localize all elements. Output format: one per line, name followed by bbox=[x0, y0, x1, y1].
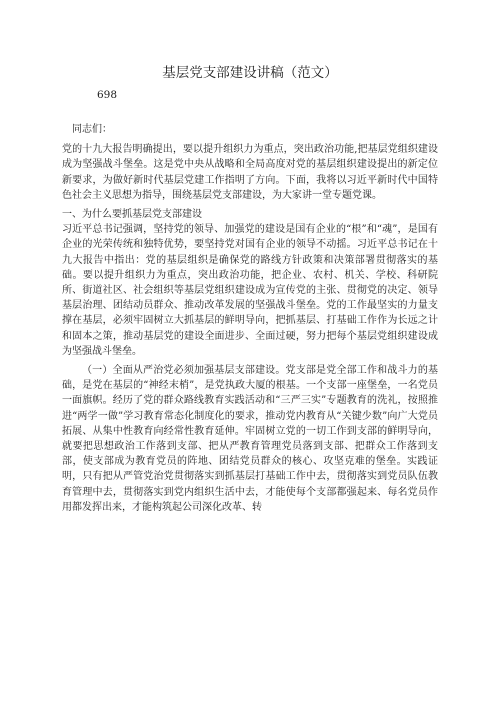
section-heading: 一、为什么要抓基层党支部建设 bbox=[62, 209, 202, 221]
document-body bbox=[62, 122, 438, 515]
paragraph-section-one: 习近平总书记强调，坚持党的领导、加强党的建设是国有企业的“根”和“魂”，是国有企业的光荣传统和独特优势，要坚持党对国有企业的领导不动摇。习近平总书记在十九大报告中指出：党的基层组织是确保党的路线方针政策和决策部署贯彻落实的基础。要以提升组织力为重点，突出政治功能，把企业、农村、机关、学校、科研院所、街道社区、社会组织等基层党组织建设成为宣传党的主张、贯彻党的决定、领导基层治理、团结动员群众、推动改革发展的坚强战斗堡垒。党的工作最坚实的力量支撑在基层，必须牢固树立大抓基层的鲜明导向，把抓基层、打基础工作作为长远之计和固本之策，推动基层党的建设全面进步、全面过硬，努力把每个基层党组织建设成为坚强战斗堡垒。 bbox=[62, 224, 438, 357]
paragraph-subsection-one: （一）全面从严治党必须加强基层支部建设。党支部是党全部工作和战斗力的基础，是党在基层的“神经末梢”，是党执政大厦的根基。一个支部一座堡垒，一名党员一面旗帜。经历了党的群众路线教育实践活动和“三严三实”专题教育的洗礼，按照推进“两学一做”学习教育常态化制度化的要求，推动党内教育从“关键少数”向广大党员拓展、从集中性教育向经常性教育延伸。牢固树立党的一切工作到支部的鲜明导向，就要把思想政治工作落到支部、把从严教育管理党员落到支部、把群众工作落到支部，使支部成为教育党员的阵地、团结党员群众的核心、攻坚克难的堡垒。实践证明，只有把从严管党治党贯彻落实到抓基层打基础工作中去，贯彻落实到党员队伍教育管理中去，贯彻落实到党内组织生活中去，才能使每个支部都强起来、每名党员作用都发挥出来，才能构筑起公司深化改革、转 bbox=[62, 365, 438, 513]
document-title: 基层党支部建设讲稿（范文） bbox=[162, 65, 338, 81]
greeting: 同志们： bbox=[72, 124, 112, 135]
paragraph-intro: 党的十九大报告明确提出，要以提升组织力为重点，突出政治功能,把基层党组织建设成为坚强战斗堡垒。这是党中央从战略和全局高度对党的基层组织建设提出的新定位新要求，为做好新时代基层党建工作指明了方向。下面，我将以习近平新时代中国特色社会主义思想为指导，围绕基层党支部建设，为大家讲一堂专题党课。 bbox=[62, 144, 438, 201]
document-number: 698 bbox=[97, 89, 118, 101]
